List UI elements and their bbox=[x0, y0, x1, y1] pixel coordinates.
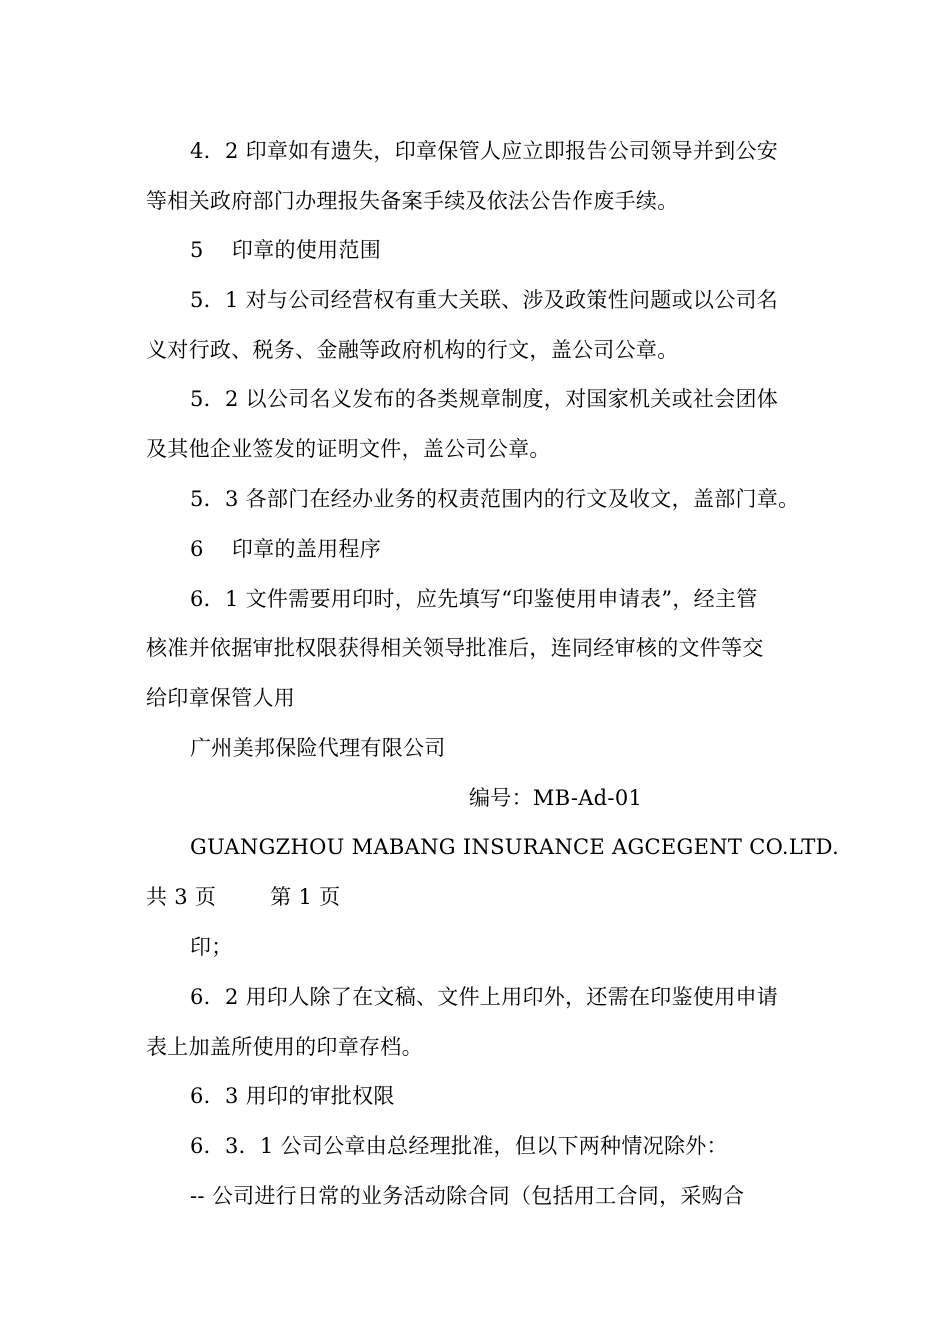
paragraph-exception-1: -- 公司进行日常的业务活动除合同（包括用工合同，采购合 bbox=[190, 1184, 745, 1208]
document-code: 编号：MB-Ad-01 bbox=[469, 786, 643, 810]
company-name-en: GUANGZHOU MABANG INSURANCE AGCEGENT CO.LTD. bbox=[190, 835, 840, 859]
section-heading-5: 5 印章的使用范围 bbox=[190, 238, 382, 262]
paragraph-6-1-line-1: 6．1 文件需要用印时，应先填写“印鉴使用申请表”，经主管 bbox=[190, 587, 758, 611]
paragraph-5-2-line-1: 5．2 以公司名义发布的各类规章制度，对国家机关或社会团体 bbox=[190, 387, 779, 411]
page-current: 第 1 页 bbox=[270, 885, 341, 909]
paragraph-6-1-continuation: 印； bbox=[190, 935, 233, 959]
page-total: 共 3 页 bbox=[146, 885, 217, 909]
paragraph-6-2-line-1: 6．2 用印人除了在文稿、文件上用印外，还需在印鉴使用申请 bbox=[190, 985, 779, 1009]
paragraph-6-2-line-2: 表上加盖所使用的印章存档。 bbox=[146, 1035, 423, 1059]
paragraph-5-1-line-2: 义对行政、税务、金融等政府机构的行文，盖公司公章。 bbox=[146, 338, 679, 362]
paragraph-6-1-line-2: 核准并依据审批权限获得相关领导批准后，连同经审核的文件等交 bbox=[146, 636, 764, 660]
paragraph-5-1-line-1: 5．1 对与公司经营权有重大关联、涉及政策性问题或以公司名 bbox=[190, 288, 779, 312]
company-name-cn: 广州美邦保险代理有限公司 bbox=[190, 736, 446, 760]
paragraph-5-3: 5．3 各部门在经办业务的权责范围内的行文及收文，盖部门章。 bbox=[190, 487, 800, 511]
section-heading-6: 6 印章的盖用程序 bbox=[190, 537, 382, 561]
paragraph-4-2-line-2: 等相关政府部门办理报失备案手续及依法公告作废手续。 bbox=[146, 189, 679, 213]
paragraph-6-1-line-3: 给印章保管人用 bbox=[146, 686, 296, 710]
page-info bbox=[146, 883, 340, 911]
paragraph-5-2-line-2: 及其他企业签发的证明文件，盖公司公章。 bbox=[146, 437, 551, 461]
paragraph-6-3-1: 6．3．1 公司公章由总经理批准，但以下两种情况除外： bbox=[190, 1134, 728, 1158]
paragraph-4-2-line-1: 4．2 印章如有遗失，印章保管人应立即报告公司领导并到公安 bbox=[190, 139, 779, 163]
paragraph-6-3: 6．3 用印的审批权限 bbox=[190, 1084, 395, 1108]
